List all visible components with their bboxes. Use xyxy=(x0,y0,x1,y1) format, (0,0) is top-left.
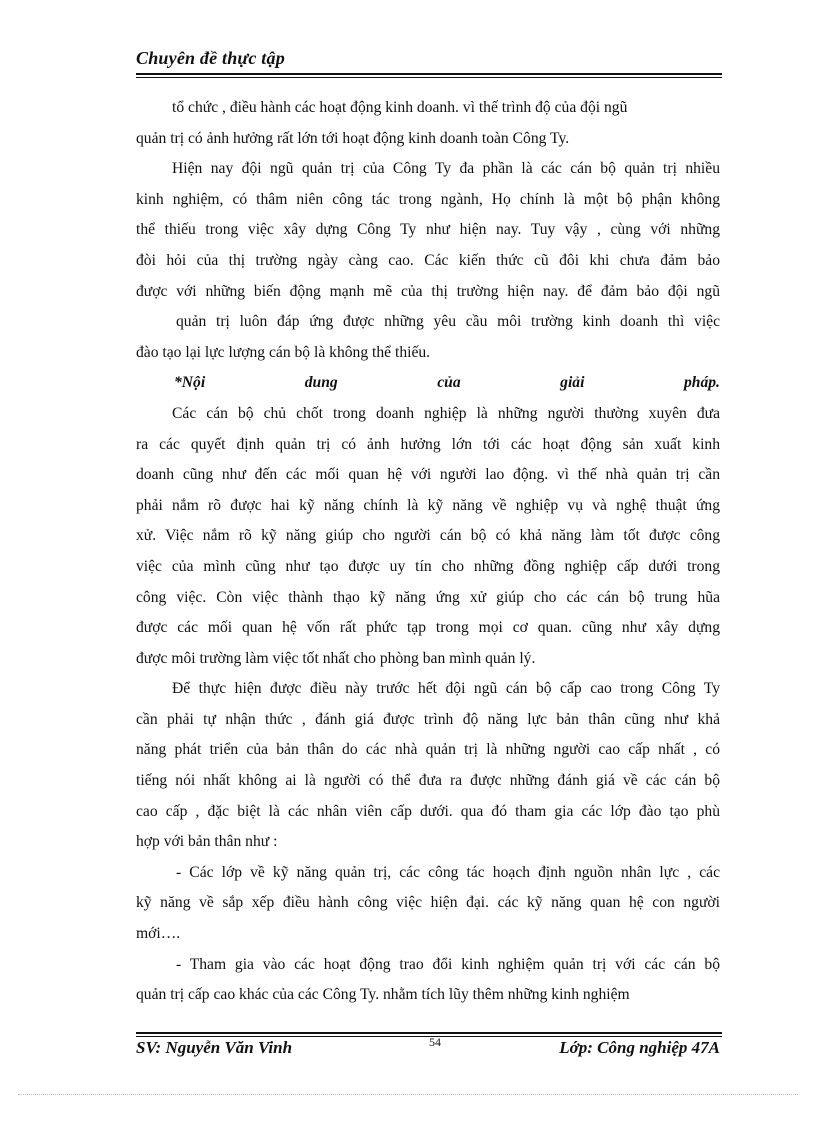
paragraph-3-line-1: quản trị luôn đáp ứng được những yêu cầu môi trường kinh doanh thì việc xyxy=(176,313,720,331)
paragraph-1-line-1: tổ chức , điều hành các hoạt động kinh doanh. vì thế trình độ của đội ngũ xyxy=(172,99,628,116)
paragraph-4-line-6: việc của mình cũng như tạo được uy tín cho những đồng nghiệp cấp dưới trong xyxy=(136,557,720,575)
bullet-1-line-1: - Các lớp về kỹ năng quản trị, các công tác hoạch định nguồn nhân lực , các xyxy=(176,863,720,881)
page-boundary-line xyxy=(18,1094,798,1095)
paragraph-5-line-1: Để thực hiện được điều này trước hết đội ngũ cán bộ cấp cao trong Công Ty xyxy=(172,680,720,698)
paragraph-4-line-3: doanh cũng như đến các mối quan hệ với người lao động. vì thế nhà quản trị cần xyxy=(136,466,720,484)
paragraph-2-line-2: kinh nghiệm, có thâm niên công tác trong ngành, Họ chính là một bộ phận không xyxy=(136,190,720,208)
paragraph-5-line-6: hợp với bản thân như : xyxy=(136,833,278,851)
heading-word-2: dung xyxy=(304,374,338,392)
paragraph-2-line-1: Hiện nay đội ngũ quản trị của Công Ty đa phần là các cán bộ quản trị nhiều xyxy=(172,160,720,178)
paragraph-2-line-3: thể thiếu trong việc xây dựng Công Ty như hiện nay. Tuy vậy , cùng với những xyxy=(136,221,720,239)
paragraph-4-line-8: được các mối quan hệ vốn rất phức tạp trong mọi cơ quan. cũng như xây dựng xyxy=(136,619,720,637)
header-rule xyxy=(136,73,722,78)
bullet-2-line-1: - Tham gia vào các hoạt động trao đổi kinh nghiệm quản trị với các cán bộ xyxy=(176,955,720,973)
paragraph-5-line-2: cần phải tự nhận thức , đánh giá được trình độ năng lực bản thân cũng như khả xyxy=(136,710,720,728)
paragraph-4-line-2: ra các quyết định quản trị có ảnh hưởng lớn tới các hoạt động sản xuất kinh xyxy=(136,435,720,453)
paragraph-5-line-4: tiếng nói nhất không ai là người có thể đưa ra được những đánh giá về các cán bộ xyxy=(136,772,720,790)
bullet-1-line-2: kỹ năng về sắp xếp điều hành công việc hiện đại. các kỹ năng quan hệ con người xyxy=(136,894,720,912)
heading-word-1: *Nội xyxy=(174,374,206,392)
paragraph-4-line-7: công việc. Còn việc thành thạo kỹ năng ứng xử giúp cho các cán bộ trung hũa xyxy=(136,588,720,606)
heading-word-5: pháp. xyxy=(683,374,720,392)
footer-class-name: Lớp: Công nghiệp 47A xyxy=(559,1038,720,1057)
body-text xyxy=(136,93,720,1011)
paragraph-4-line-1: Các cán bộ chủ chốt trong doanh nghiệp là những người thường xuyên đưa xyxy=(172,404,720,422)
paragraph-5-line-5: cao cấp , đặc biệt là các nhân viên cấp dưới. qua đó tham gia các lớp đào tạo phù xyxy=(136,802,720,820)
bullet-2-line-2: quản trị cấp cao khác của các Công Ty. nhằm tích lũy thêm những kinh nghiệm xyxy=(136,986,630,1004)
paragraph-5-line-3: năng phát triển của bản thân do các nhà quản trị là những người cao cấp nhất , có xyxy=(136,741,720,759)
header-title: Chuyên đề thực tập xyxy=(136,48,285,68)
paragraph-4-line-4: phải nắm rõ được hai kỹ năng chính là kỹ năng về nghiệp vụ và nghệ thuật ứng xyxy=(136,496,720,514)
paragraph-4-line-5: xử. Việc nắm rõ kỹ năng giúp cho người cán bộ có khả năng làm tốt được công xyxy=(136,527,720,545)
paragraph-2-line-5: được với những biến động mạnh mẽ của thị trường hiện nay. để đảm bảo đội ngũ xyxy=(136,282,720,300)
page-number: 54 xyxy=(429,1035,441,1049)
heading-word-3: của xyxy=(437,374,461,392)
paragraph-4-line-9: được môi trường làm việc tốt nhất cho phòng ban mình quản lý. xyxy=(136,649,536,667)
section-heading xyxy=(136,368,720,399)
footer-student-name: SV: Nguyễn Văn Vinh xyxy=(136,1038,293,1057)
paragraph-2-line-4: đòi hỏi của thị trường ngày càng cao. Các kiến thức cũ đôi khi chưa đảm bảo xyxy=(136,251,720,269)
heading-word-4: giải xyxy=(560,374,585,392)
paragraph-1-line-2: quản trị có ảnh hưởng rất lớn tới hoạt động kinh doanh toàn Công Ty. xyxy=(136,129,570,147)
paragraph-3-line-2: đào tạo lại lực lượng cán bộ là không thể thiếu. xyxy=(136,343,431,361)
bullet-1-line-3: mới…. xyxy=(136,925,181,943)
